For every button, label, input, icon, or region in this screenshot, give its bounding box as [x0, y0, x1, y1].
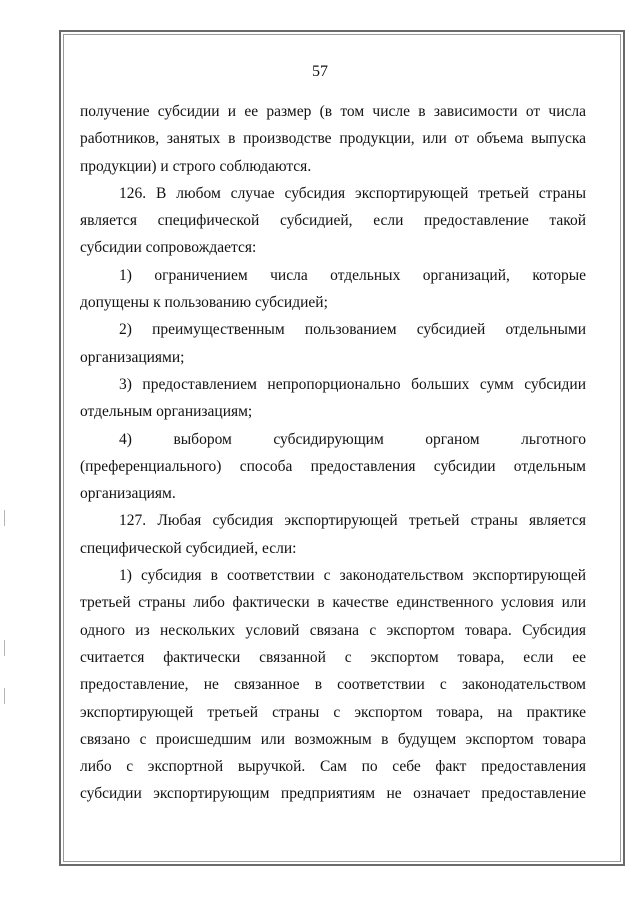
- text-line: третьей страны либо фактически в качестве единственного условия или: [80, 594, 586, 612]
- text-line: получение субсидии и ее размер (в том числе в зависимости от числа: [80, 103, 586, 120]
- text-line: 1) ограничением числа отдельных организаций, которые: [119, 266, 586, 284]
- text-line: специфической субсидией, если:: [80, 539, 297, 557]
- text-line: 2) преимущественным пользованием субсидией отдельными: [119, 321, 586, 339]
- text-line: является специфической субсидией, если предоставление такой: [80, 212, 586, 230]
- margin-scan-mark: [4, 510, 5, 526]
- document-body: [80, 98, 586, 808]
- page-number: 57: [312, 63, 328, 80]
- text-line: работников, занятых в производстве продукции, или от объема выпуска: [80, 130, 586, 148]
- text-line: продукции) и строго соблюдаются.: [80, 157, 312, 175]
- margin-scan-mark: [4, 688, 5, 704]
- text-line: отдельным организациям;: [80, 403, 253, 421]
- text-line: (преференциального) способа предоставления субсидии отдельным: [80, 457, 586, 475]
- text-line: субсидии экспортирующим предприятиям не означает предоставление: [80, 785, 586, 803]
- text-line: предоставление, не связанное в соответствии с законодательством: [80, 676, 586, 694]
- text-line: 127. Любая субсидия экспортирующей третьей страны является: [119, 512, 586, 530]
- text-line: субсидии сопровождается:: [80, 239, 257, 257]
- text-line: 1) субсидия в соответствии с законодательством экспортирующей: [119, 567, 586, 585]
- text-line: 4) выбором субсидирующим органом льготного: [119, 430, 586, 448]
- text-line: 126. В любом случае субсидия экспортирующей третьей страны: [119, 184, 586, 202]
- text-line: связано с происшедшим или возможным в будущем экспортом товара: [80, 730, 586, 748]
- text-line: считается фактически связанной с экспортом товара, если ее: [80, 648, 586, 666]
- text-line: допущены к пользованию субсидией;: [80, 294, 328, 312]
- margin-scan-mark: [4, 640, 5, 656]
- text-line: организациями;: [80, 348, 185, 366]
- text-line: экспортирующей третьей страны с экспортом товара, на практике: [80, 703, 586, 721]
- text-line: одного из нескольких условий связана с экспортом товара. Субсидия: [80, 621, 586, 639]
- text-line: 3) предоставлением непропорционально больших сумм субсидии: [119, 375, 586, 393]
- text-line: организациям.: [80, 485, 176, 503]
- text-line: либо с экспортной выручкой. Сам по себе факт предоставления: [80, 758, 586, 776]
